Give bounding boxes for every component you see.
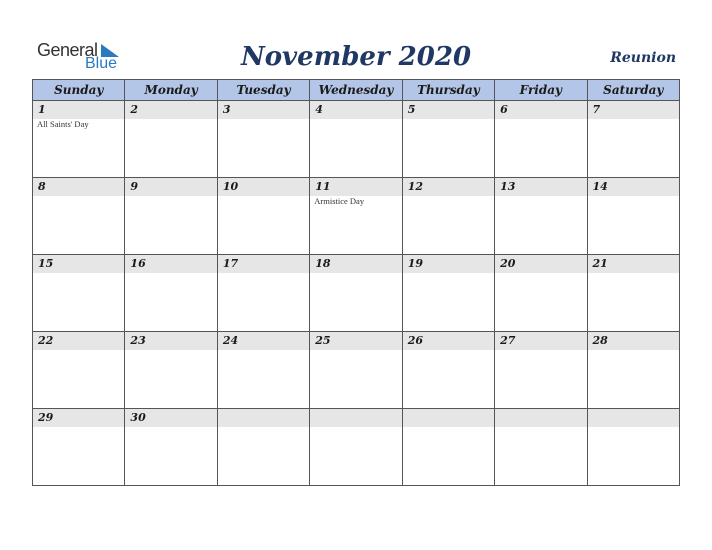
day-number-empty [310, 409, 401, 427]
day-number: 4 [310, 101, 401, 119]
logo-text-blue: Blue [85, 55, 118, 72]
weekday-thursday: Thursday [402, 80, 494, 101]
day-cell [125, 101, 217, 178]
day-number: 28 [588, 332, 679, 350]
day-number-empty [588, 409, 679, 427]
day-number: 16 [125, 255, 216, 273]
day-cell [495, 255, 587, 332]
day-number: 23 [125, 332, 216, 350]
day-number: 26 [403, 332, 494, 350]
day-cell [125, 409, 217, 486]
week-row [33, 178, 680, 255]
day-cell [33, 255, 125, 332]
day-number: 6 [495, 101, 586, 119]
region-label: Reunion [610, 50, 676, 66]
day-cell [495, 101, 587, 178]
day-cell [587, 178, 679, 255]
weekday-friday: Friday [495, 80, 587, 101]
day-number: 18 [310, 255, 401, 273]
day-cell-empty [310, 409, 402, 486]
day-cell [217, 178, 309, 255]
day-cell [402, 255, 494, 332]
day-number: 11 [310, 178, 401, 196]
day-cell [402, 332, 494, 409]
day-cell [217, 255, 309, 332]
day-number: 8 [33, 178, 124, 196]
day-cell [310, 178, 402, 255]
day-number: 17 [218, 255, 309, 273]
day-cell [33, 332, 125, 409]
week-row [33, 255, 680, 332]
day-cell [310, 255, 402, 332]
day-number-empty [218, 409, 309, 427]
day-cell [310, 332, 402, 409]
generalblue-logo [37, 40, 127, 74]
day-number: 24 [218, 332, 309, 350]
day-number: 7 [588, 101, 679, 119]
day-cell-empty [587, 409, 679, 486]
day-number-empty [495, 409, 586, 427]
day-number: 1 [33, 101, 124, 119]
day-cell [125, 332, 217, 409]
day-number: 20 [495, 255, 586, 273]
day-number: 9 [125, 178, 216, 196]
day-number: 2 [125, 101, 216, 119]
weekday-sunday: Sunday [33, 80, 125, 101]
week-row [33, 101, 680, 178]
day-cell [125, 255, 217, 332]
day-cell [587, 255, 679, 332]
day-number: 13 [495, 178, 586, 196]
day-number: 25 [310, 332, 401, 350]
weekday-monday: Monday [125, 80, 217, 101]
day-cell [495, 178, 587, 255]
day-number: 10 [218, 178, 309, 196]
day-number: 27 [495, 332, 586, 350]
day-number: 3 [218, 101, 309, 119]
day-number: 21 [588, 255, 679, 273]
day-cell [587, 332, 679, 409]
day-number: 14 [588, 178, 679, 196]
day-number: 29 [33, 409, 124, 427]
weekday-tuesday: Tuesday [217, 80, 309, 101]
day-cell-empty [217, 409, 309, 486]
day-number: 5 [403, 101, 494, 119]
logo-text-general: General [37, 40, 98, 60]
day-cell [402, 101, 494, 178]
holiday-label: Armistice Day [314, 196, 365, 206]
day-cell [310, 101, 402, 178]
day-number: 15 [33, 255, 124, 273]
weekday-saturday: Saturday [587, 80, 679, 101]
day-number: 12 [403, 178, 494, 196]
weekday-header-row [33, 80, 680, 101]
day-cell [125, 178, 217, 255]
day-cell [402, 178, 494, 255]
day-number-empty [403, 409, 494, 427]
holiday-label: All Saints' Day [37, 119, 89, 129]
day-number: 19 [403, 255, 494, 273]
day-cell [587, 101, 679, 178]
day-cell [33, 409, 125, 486]
day-number: 30 [125, 409, 216, 427]
day-number: 22 [33, 332, 124, 350]
calendar-title: November 2020 [240, 42, 472, 72]
month-calendar [32, 79, 680, 486]
week-row [33, 409, 680, 486]
day-cell-empty [495, 409, 587, 486]
day-cell [217, 332, 309, 409]
day-cell-empty [402, 409, 494, 486]
day-cell [495, 332, 587, 409]
day-cell [33, 101, 125, 178]
day-cell [217, 101, 309, 178]
day-cell [33, 178, 125, 255]
week-row [33, 332, 680, 409]
weekday-wednesday: Wednesday [310, 80, 402, 101]
